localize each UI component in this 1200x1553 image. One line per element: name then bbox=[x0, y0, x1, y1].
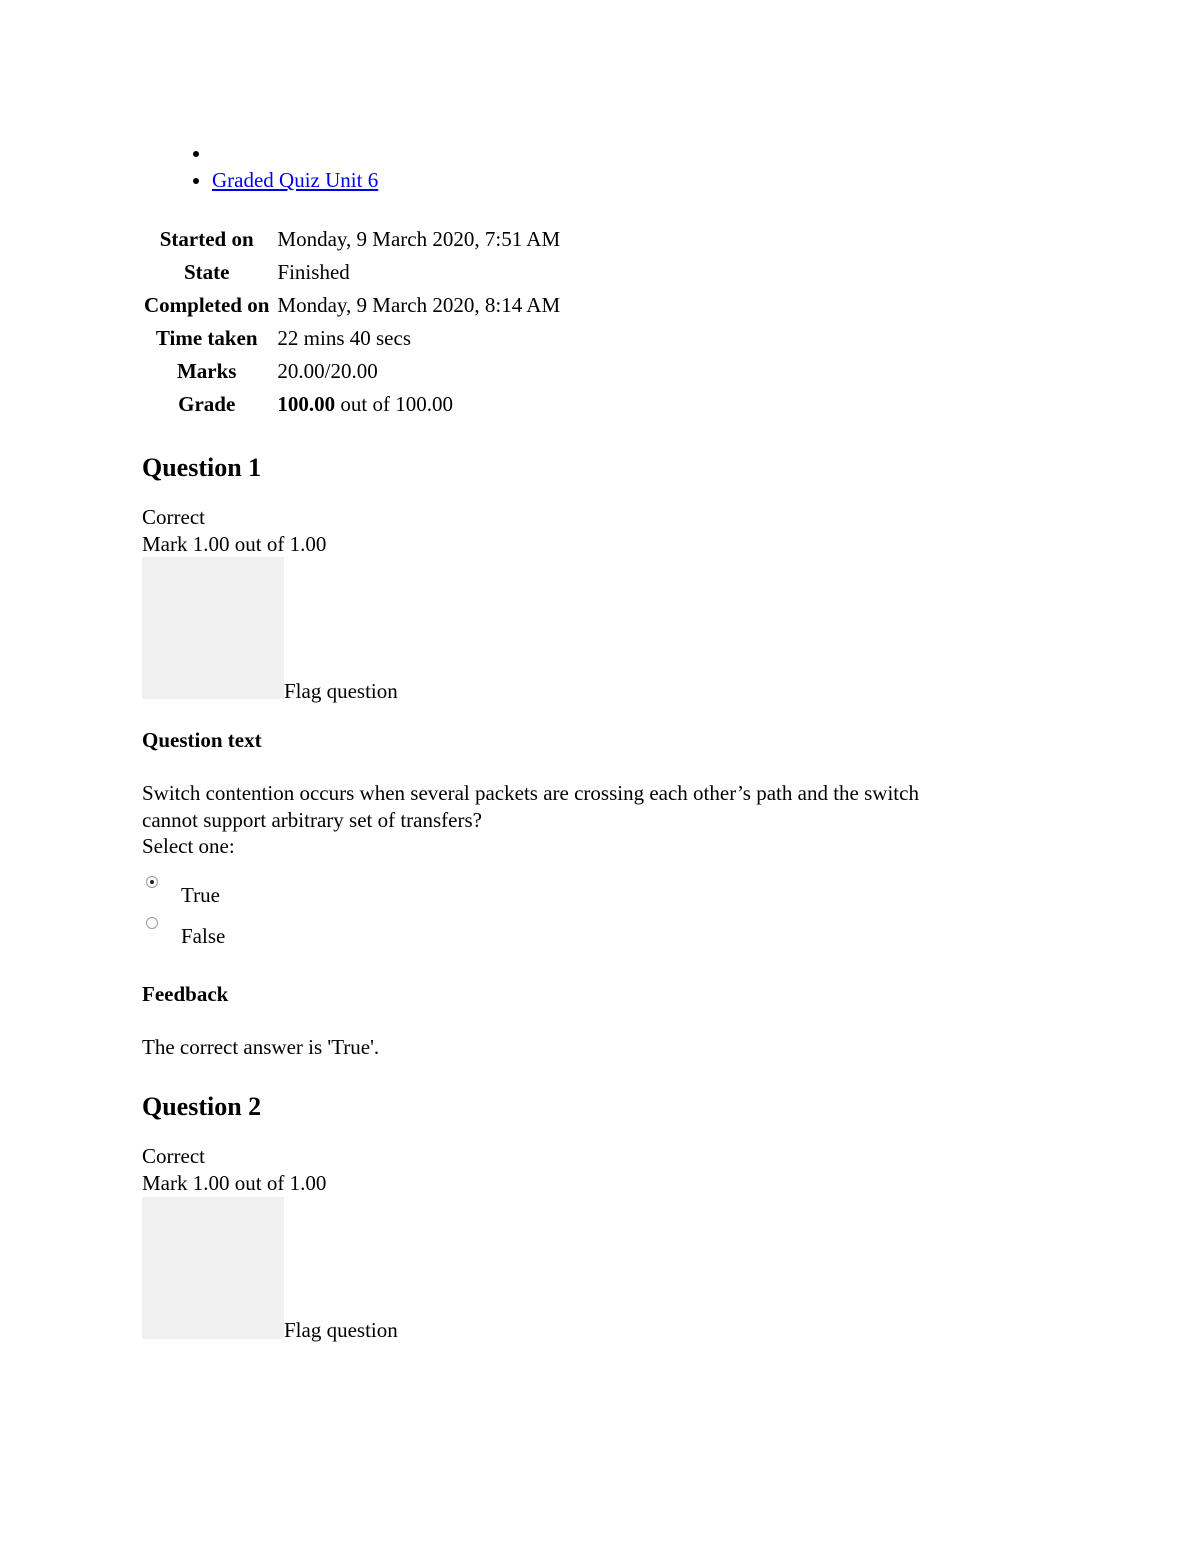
breadcrumb-item-empty bbox=[212, 140, 1142, 167]
question-text-line: cannot support arbitrary set of transfers? bbox=[142, 807, 482, 832]
grade-label: Grade bbox=[178, 392, 236, 417]
question-title: Question 1 bbox=[142, 453, 262, 482]
feedback-text: The correct answer is 'True'. bbox=[142, 1034, 380, 1059]
summary-label: Marks bbox=[176, 359, 237, 384]
grade-value bbox=[273, 388, 560, 421]
summary-row bbox=[142, 223, 560, 256]
feedback-heading: Feedback bbox=[142, 981, 229, 1006]
summary-value: Monday, 9 March 2020, 8:14 AM bbox=[277, 293, 561, 318]
summary-label: Time taken bbox=[155, 326, 258, 351]
summary-value: 22 mins 40 secs bbox=[277, 326, 411, 351]
breadcrumb bbox=[142, 140, 1142, 194]
summary-value: 20.00/20.00 bbox=[277, 359, 378, 384]
select-prompt: Select one: bbox=[142, 834, 235, 859]
summary-label: Completed on bbox=[144, 293, 270, 318]
question-text bbox=[142, 780, 1042, 860]
question-mark: Mark 1.00 out of 1.00 bbox=[142, 531, 327, 556]
breadcrumb-item-quiz bbox=[212, 167, 1142, 194]
summary-value: Finished bbox=[277, 260, 350, 285]
summary-row bbox=[142, 256, 560, 289]
quiz-link[interactable]: Graded Quiz Unit 6 bbox=[212, 168, 379, 192]
summary-row bbox=[142, 322, 560, 355]
summary-row-grade bbox=[142, 388, 560, 421]
radio-selected-icon[interactable] bbox=[146, 876, 158, 888]
flag-question-label[interactable]: Flag question bbox=[284, 1317, 398, 1342]
flag-question-label[interactable]: Flag question bbox=[284, 678, 398, 703]
answer-option-label[interactable]: True bbox=[181, 882, 220, 907]
answer-option-false[interactable] bbox=[142, 915, 1142, 956]
question-1 bbox=[142, 451, 1142, 1060]
flag-question-row[interactable] bbox=[142, 1197, 1142, 1342]
summary-label: State bbox=[183, 260, 230, 285]
flag-question-row[interactable] bbox=[142, 557, 1142, 702]
grade-out-of: out of 100.00 bbox=[335, 392, 453, 417]
flag-icon[interactable] bbox=[142, 557, 284, 699]
radio-unselected-icon[interactable] bbox=[146, 917, 158, 929]
answer-options bbox=[142, 874, 1142, 956]
question-text-heading: Question text bbox=[142, 728, 262, 753]
summary-label: Started on bbox=[159, 227, 254, 252]
flag-icon[interactable] bbox=[142, 1197, 284, 1339]
question-state: Correct bbox=[142, 1144, 205, 1169]
summary-row bbox=[142, 355, 560, 388]
summary-value: Monday, 9 March 2020, 7:51 AM bbox=[277, 227, 561, 252]
question-state: Correct bbox=[142, 505, 205, 529]
question-mark: Mark 1.00 out of 1.00 bbox=[142, 1170, 327, 1195]
question-title: Question 2 bbox=[142, 1092, 262, 1122]
answer-option-label[interactable]: False bbox=[181, 923, 226, 948]
grade-score: 100.00 bbox=[277, 392, 336, 417]
attempt-summary-table bbox=[142, 223, 560, 421]
summary-row bbox=[142, 289, 560, 322]
answer-option-true[interactable] bbox=[142, 874, 1142, 915]
question-text-line: Switch contention occurs when several packets are crossing each other’s path and the switch bbox=[142, 780, 919, 805]
quiz-review-page bbox=[142, 140, 1142, 1342]
question-2 bbox=[142, 1090, 1142, 1341]
